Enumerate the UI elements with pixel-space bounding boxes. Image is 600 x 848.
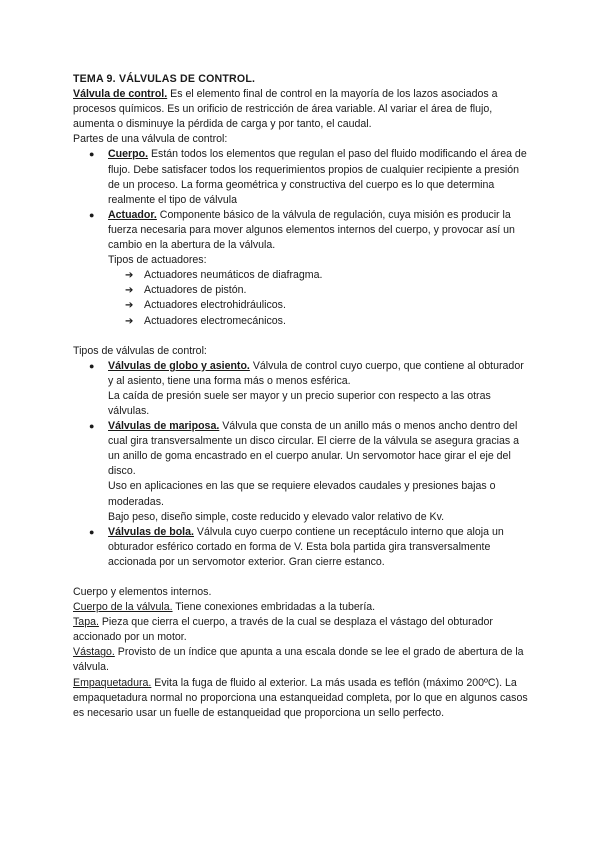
parts-list bbox=[73, 147, 530, 328]
item-term: Cuerpo. bbox=[108, 148, 149, 161]
item-extra: La caída de presión suele ser mayor y un precio superior con respecto a las otras válvulas. bbox=[108, 389, 491, 417]
item-text: Válvula de control cuyo cuerpo, que contiene al obturador y al asiento, tiene una forma más o menos esférica. bbox=[108, 359, 524, 387]
spacer bbox=[73, 329, 530, 344]
list-item-globo bbox=[108, 359, 530, 419]
item-text: Componente básico de la válvula de regulación, cuya misión es producir la fuerza necesaria para mover algunos elementos internos del cuerpo, y provocar así un cambio en la abertura de la válvula. bbox=[108, 208, 515, 252]
internal-vastago bbox=[73, 645, 530, 675]
actuator-types-list bbox=[108, 268, 530, 328]
intro-term: Válvula de control. bbox=[73, 88, 168, 101]
page-title: TEMA 9. VÁLVULAS DE CONTROL. bbox=[73, 73, 256, 85]
item-text: Provisto de un índice que apunta a una escala donde se lee el grado de abertura de la válvula. bbox=[73, 646, 524, 674]
item-term: Válvulas de globo y asiento. bbox=[108, 359, 250, 372]
list-item-cuerpo bbox=[108, 147, 530, 207]
list-item: ➔ Actuadores neumáticos de diafragma. bbox=[144, 268, 530, 283]
list-item: ➔ Actuadores electrohidráulicos. bbox=[144, 298, 530, 313]
internals-heading: Cuerpo y elementos internos. bbox=[73, 586, 212, 598]
item-term: Vástago. bbox=[73, 646, 115, 659]
list-item-bola bbox=[108, 525, 530, 570]
item-text: Están todos los elementos que regulan el paso del fluido modificando el área de flujo. Debe satisfacer todos los requerimientos propios de cualquier recipiente a presión de un proceso. La forma geométrica y constructiva del cuerpo es lo que determina realmente el tipo de válvula bbox=[108, 148, 527, 206]
item-term: Cuerpo de la válvula. bbox=[73, 601, 173, 614]
internal-empaquetadura bbox=[73, 676, 530, 721]
list-item-mariposa bbox=[108, 419, 530, 525]
intro-paragraph bbox=[73, 87, 530, 132]
item-text: Pieza que cierra el cuerpo, a través de la cual se desplaza el vástago del obturador accionado por un motor. bbox=[73, 616, 493, 644]
item-text: Válvula que consta de un anillo más o menos ancho dentro del cual gira transversalmente un disco circular. El cierre de la válvula se asegura gracias a un anillo de goma encastrado en el cuerpo anular. Un servomotor hace girar el eje del disco. bbox=[108, 420, 519, 478]
item-extra: Bajo peso, diseño simple, coste reducido y elevado valor relativo de Kv. bbox=[108, 510, 445, 523]
intro-text: Es el elemento final de control en la mayoría de los lazos asociados a procesos químicos. Es un orificio de restricción de área variable. Al variar el área de flujo, aumenta o disminuye la pérdida de carga y por tanto, el caudal. bbox=[73, 88, 498, 131]
valve-types-list bbox=[73, 359, 530, 570]
item-extra: Uso en aplicaciones en las que se requiere elevados caudales y presiones bajas o moderadas. bbox=[108, 480, 496, 508]
item-text: Tiene conexiones embridadas a la tubería. bbox=[172, 601, 376, 614]
internal-cuerpo bbox=[73, 600, 530, 615]
spacer bbox=[73, 570, 530, 585]
item-term: Actuador. bbox=[108, 208, 157, 221]
list-item-actuador bbox=[108, 208, 530, 329]
parts-heading: Partes de una válvula de control: bbox=[73, 133, 228, 146]
item-term: Válvulas de mariposa. bbox=[108, 420, 220, 433]
item-text: Válvula cuyo cuerpo contiene un receptáculo interno que aloja un obturador esférico cortado en forma de V. Esta bola partida gira transversalmente accionada por un servomotor exterior. Gran cierre estanco. bbox=[108, 525, 504, 568]
valve-types-heading: Tipos de válvulas de control: bbox=[73, 344, 207, 357]
item-text: Evita la fuga de fluido al exterior. La más usada es teflón (máximo 200ºC). La empaquetadura normal no proporciona una estanqueidad completa, por lo que en algunos casos es necesario usar un fuelle de estanqueidad que proporciona un sello perfecto. bbox=[73, 676, 528, 719]
list-item: ➔ Actuadores electromecánicos. bbox=[144, 314, 530, 329]
internal-tapa bbox=[73, 615, 530, 645]
item-term: Empaquetadura. bbox=[73, 676, 152, 689]
item-term: Tapa. bbox=[73, 616, 99, 629]
item-term: Válvulas de bola. bbox=[108, 525, 194, 538]
actuator-types-heading: Tipos de actuadores: bbox=[108, 254, 207, 267]
list-item: ➔ Actuadores de pistón. bbox=[144, 283, 530, 298]
